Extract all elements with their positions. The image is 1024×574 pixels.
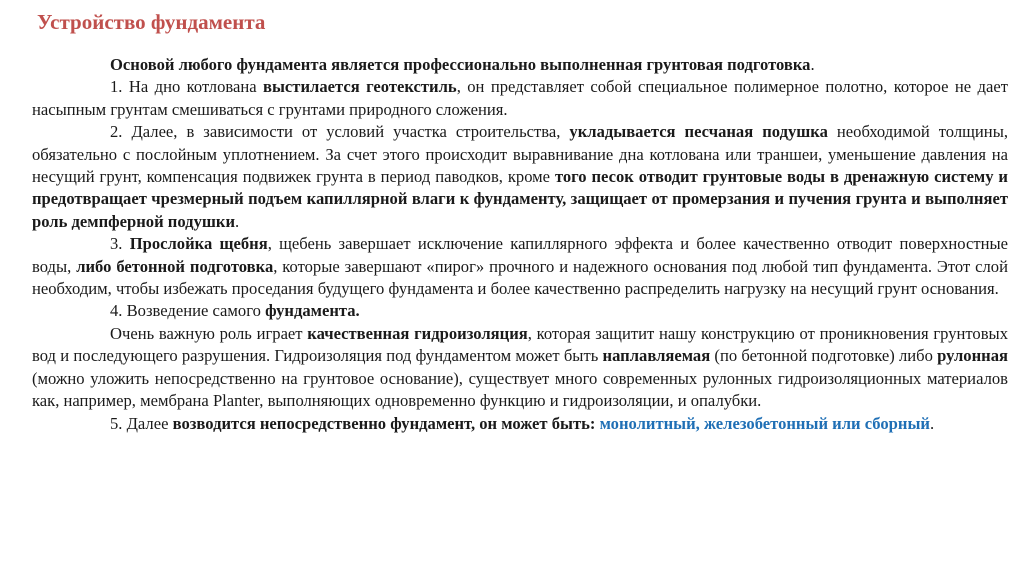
paragraph-3 bbox=[32, 233, 1008, 300]
p4-bold: фундамента. bbox=[265, 301, 360, 321]
p5-bold-3: рулонная bbox=[937, 346, 1008, 366]
slide-title: Устройство фундамента bbox=[37, 10, 266, 34]
p1-num: 1. На дно котлована bbox=[110, 77, 264, 97]
p4-start: 4. Возведение самого bbox=[110, 301, 266, 321]
paragraph-4 bbox=[32, 300, 1008, 322]
p5-rest: (можно уложить непосредственно на грунтовое основание), существует много современных рулонных гидроизоляционных материалов как, например, мембрана Planter, выполняющих одновременно функцию и гидроизоляции, и опалубки. bbox=[32, 368, 1008, 411]
p5-mid-2: (по бетонной подготовке) либо bbox=[710, 346, 938, 366]
intro-tail: . bbox=[810, 55, 815, 74]
p6-blue-types: монолитный, железобетонный или сборный bbox=[599, 413, 930, 433]
p2-mid: необходимой толщины, обязательно с послойным уплотнением. За счет этого происходит выравнивание дна котлована или траншеи, уменьшение давления на несущий грунт, компенсация подвижек грунта в период паводков, кроме bbox=[32, 122, 1008, 187]
p2-end: . bbox=[235, 211, 240, 231]
paragraph-intro bbox=[32, 54, 1008, 76]
p5-mid-1: , которая защитит нашу конструкцию от проникновения грунтовых вод и последующего разрушения. Гидроизоляция под фундаментом может быть bbox=[32, 323, 1008, 366]
paragraph-5 bbox=[32, 323, 1008, 413]
p3-mid-1: , щебень завершает исключение капиллярного эффекта и более качественно отводит поверхностные воды, bbox=[32, 234, 1009, 276]
p2-start: 2. Далее, в зависимости от условий участка строительства, bbox=[110, 122, 570, 142]
p5-bold-2: наплавляемая bbox=[602, 346, 711, 366]
p6-num: 5. Далее bbox=[110, 413, 173, 433]
p3-bold-1: Прослойка щебня bbox=[129, 234, 268, 254]
p3-num: 3. bbox=[110, 234, 130, 254]
p3-bold-2: либо бетонной подготовка bbox=[76, 256, 274, 276]
paragraph-2 bbox=[32, 121, 1008, 233]
p1-rest: , он представляет собой специальное полимерное полотно, которое не дает насыпным грунтам смешиваться с грунтами природного сложения. bbox=[32, 77, 1008, 119]
p2-bold-1: укладывается песчаная подушка bbox=[569, 122, 828, 142]
intro-bold: Основой любого фундамента является профессионально выполненная грунтовая подготовка bbox=[110, 55, 811, 74]
paragraph-5-final bbox=[32, 413, 1008, 435]
p3-rest: , которые завершают «пирог» прочного и надежного основания под любой тип фундамента. Этот слой необходим, чтобы избежать проседания будущего фундамента и более качественно распределить нагрузку на несущий грунт основания. bbox=[32, 256, 1008, 299]
slide-body bbox=[32, 54, 1008, 435]
paragraph-1 bbox=[32, 76, 1008, 121]
p1-bold: выстилается геотекстиль bbox=[263, 77, 457, 97]
p5-start: Очень важную роль играет bbox=[110, 323, 308, 343]
p6-end: . bbox=[930, 413, 935, 433]
p2-bold-2: того песок отводит грунтовые воды в дренажную систему и предотвращает чрезмерный подъем капиллярной влаги к фундаменту, защищает от промерзания и пучения грунта и выполняет роль демпферной подушки bbox=[32, 167, 1008, 231]
p5-bold-1: качественная гидроизоляция bbox=[307, 323, 528, 343]
p6-bold: возводится непосредственно фундамент, он может быть: bbox=[172, 413, 596, 433]
